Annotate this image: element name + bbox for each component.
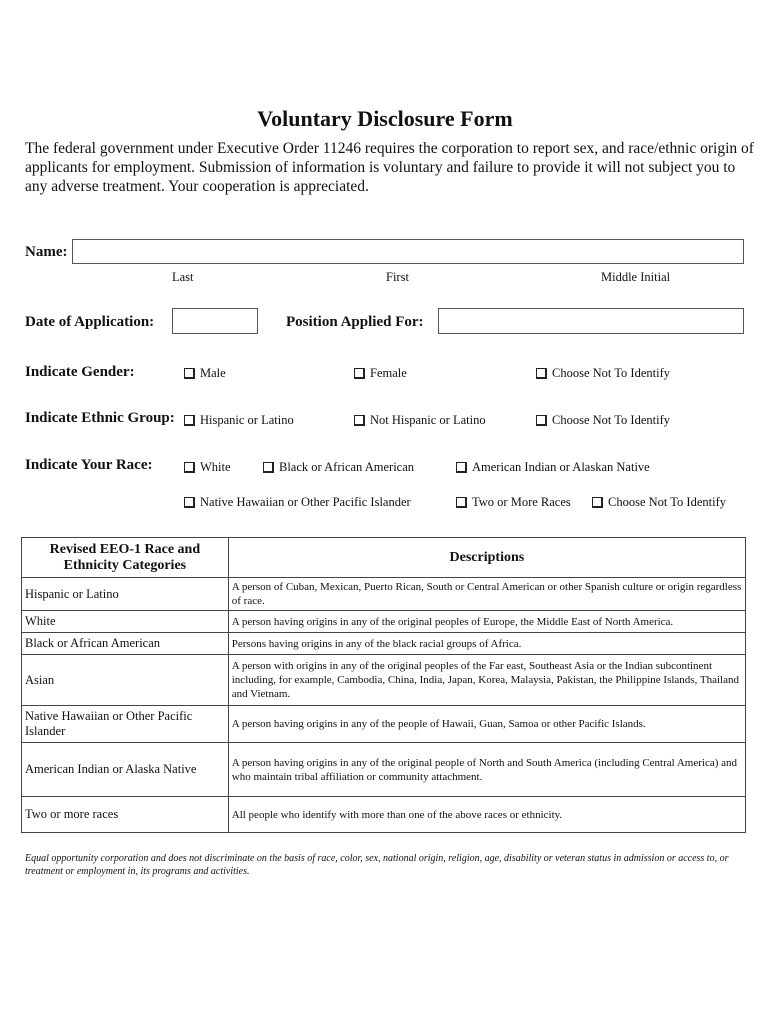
table-cell-description: A person of Cuban, Mexican, Puerto Rican, South or Central American or other Spanish culture or origin regardless of race. (228, 578, 745, 611)
checkbox-icon[interactable] (354, 415, 365, 426)
table-cell-description: A person with origins in any of the original peoples of the Far east, Southeast Asia or the Indian subcontinent including, for example, Cambodia, China, India, Japan, Korea, Malaysia, Pakistan, the Philippine Islands, Thailand and Vietnam. (228, 655, 745, 706)
checkbox-icon[interactable] (536, 415, 547, 426)
table-cell-description: A person having origins in any of the original people of North and South America (including Central America) and who maintain tribal affiliation or community attachment. (228, 743, 745, 797)
form-title: Voluntary Disclosure Form (257, 106, 513, 131)
race-option-two-or-more[interactable] (456, 495, 571, 510)
ethnic-option-hispanic[interactable] (184, 413, 294, 428)
table-cell-description: A person having origins in any of the people of Hawaii, Guan, Samoa or other Pacific Islands. (228, 706, 745, 743)
ethnic-option-not-hispanic[interactable] (354, 413, 486, 428)
date-input[interactable] (172, 308, 258, 334)
name-label: Name: (25, 244, 68, 260)
name-middle-caption: Middle Initial (601, 270, 671, 284)
option-label: Not Hispanic or Latino (370, 413, 486, 427)
gender-option-male[interactable] (184, 366, 226, 381)
position-label: Position Applied For: (286, 314, 424, 330)
name-last-caption: Last (172, 270, 194, 284)
checkbox-icon[interactable] (592, 497, 603, 508)
checkbox-icon[interactable] (184, 415, 195, 426)
table-cell-category: Asian (22, 655, 229, 706)
gender-option-female[interactable] (354, 366, 407, 381)
race-option-white[interactable] (184, 460, 231, 475)
option-label: White (200, 460, 231, 474)
checkbox-icon[interactable] (456, 462, 467, 473)
option-label: Female (370, 366, 407, 380)
option-label: Hispanic or Latino (200, 413, 294, 427)
checkbox-icon[interactable] (184, 497, 195, 508)
option-label: Male (200, 366, 226, 380)
checkbox-icon[interactable] (456, 497, 467, 508)
gender-option-not-identify[interactable] (536, 366, 670, 381)
table-cell-category: Native Hawaiian or Other Pacific Islander (22, 706, 229, 743)
table-row (22, 633, 746, 655)
gender-label: Indicate Gender: (25, 364, 135, 380)
table-row (22, 706, 746, 743)
equal-opportunity-footer: Equal opportunity corporation and does not discriminate on the basis of race, color, sex, national origin, religion, age, disability or veteran status in admission or access to, or treatment or employment in, its programs and activities. (25, 853, 729, 877)
table-cell-category: American Indian or Alaska Native (22, 743, 229, 797)
table-row (22, 797, 746, 833)
table-cell-category: Black or African American (22, 633, 229, 655)
eeo-categories-table (21, 537, 746, 833)
race-label: Indicate Your Race: (25, 457, 153, 473)
race-option-american-indian[interactable] (456, 460, 650, 475)
race-option-black[interactable] (263, 460, 414, 475)
option-label: Choose Not To Identify (552, 366, 670, 380)
ethnic-option-not-identify[interactable] (536, 413, 670, 428)
option-label: Choose Not To Identify (552, 413, 670, 427)
checkbox-icon[interactable] (354, 368, 365, 379)
table-row (22, 611, 746, 633)
option-label: Black or African American (279, 460, 415, 474)
option-label: Native Hawaiian or Other Pacific Islander (200, 495, 411, 509)
table-cell-category: Hispanic or Latino (22, 578, 229, 611)
table-cell-description: All people who identify with more than one of the above races or ethnicity. (228, 797, 745, 833)
name-input[interactable] (72, 239, 744, 264)
table-header-categories: Revised EEO-1 Race and Ethnicity Categories (22, 538, 229, 578)
ethnic-label: Indicate Ethnic Group: (25, 410, 175, 426)
table-row (22, 655, 746, 706)
table-header-descriptions: Descriptions (228, 538, 745, 578)
name-first-caption: First (386, 270, 409, 284)
table-row (22, 578, 746, 611)
option-label: Choose Not To Identify (608, 495, 726, 509)
table-cell-description: Persons having origins in any of the black racial groups of Africa. (228, 633, 745, 655)
table-cell-category: Two or more races (22, 797, 229, 833)
checkbox-icon[interactable] (263, 462, 274, 473)
checkbox-icon[interactable] (184, 462, 195, 473)
race-option-not-identify[interactable] (592, 495, 726, 510)
option-label: Two or More Races (472, 495, 571, 509)
checkbox-icon[interactable] (184, 368, 195, 379)
position-input[interactable] (438, 308, 744, 334)
option-label: American Indian or Alaskan Native (472, 460, 650, 474)
table-cell-category: White (22, 611, 229, 633)
race-option-native-hawaiian[interactable] (184, 495, 411, 510)
date-label: Date of Application: (25, 314, 155, 330)
checkbox-icon[interactable] (536, 368, 547, 379)
table-cell-description: A person having origins in any of the original peoples of Europe, the Middle East of North America. (228, 611, 745, 633)
intro-paragraph: The federal government under Executive Order 11246 requires the corporation to report sex, and race/ethnic origin of applicants for employment. Submission of information is voluntary and failure to provide it will not subject you to any adverse treatment. Your cooperation is appreciated. (25, 140, 754, 195)
table-row (22, 743, 746, 797)
